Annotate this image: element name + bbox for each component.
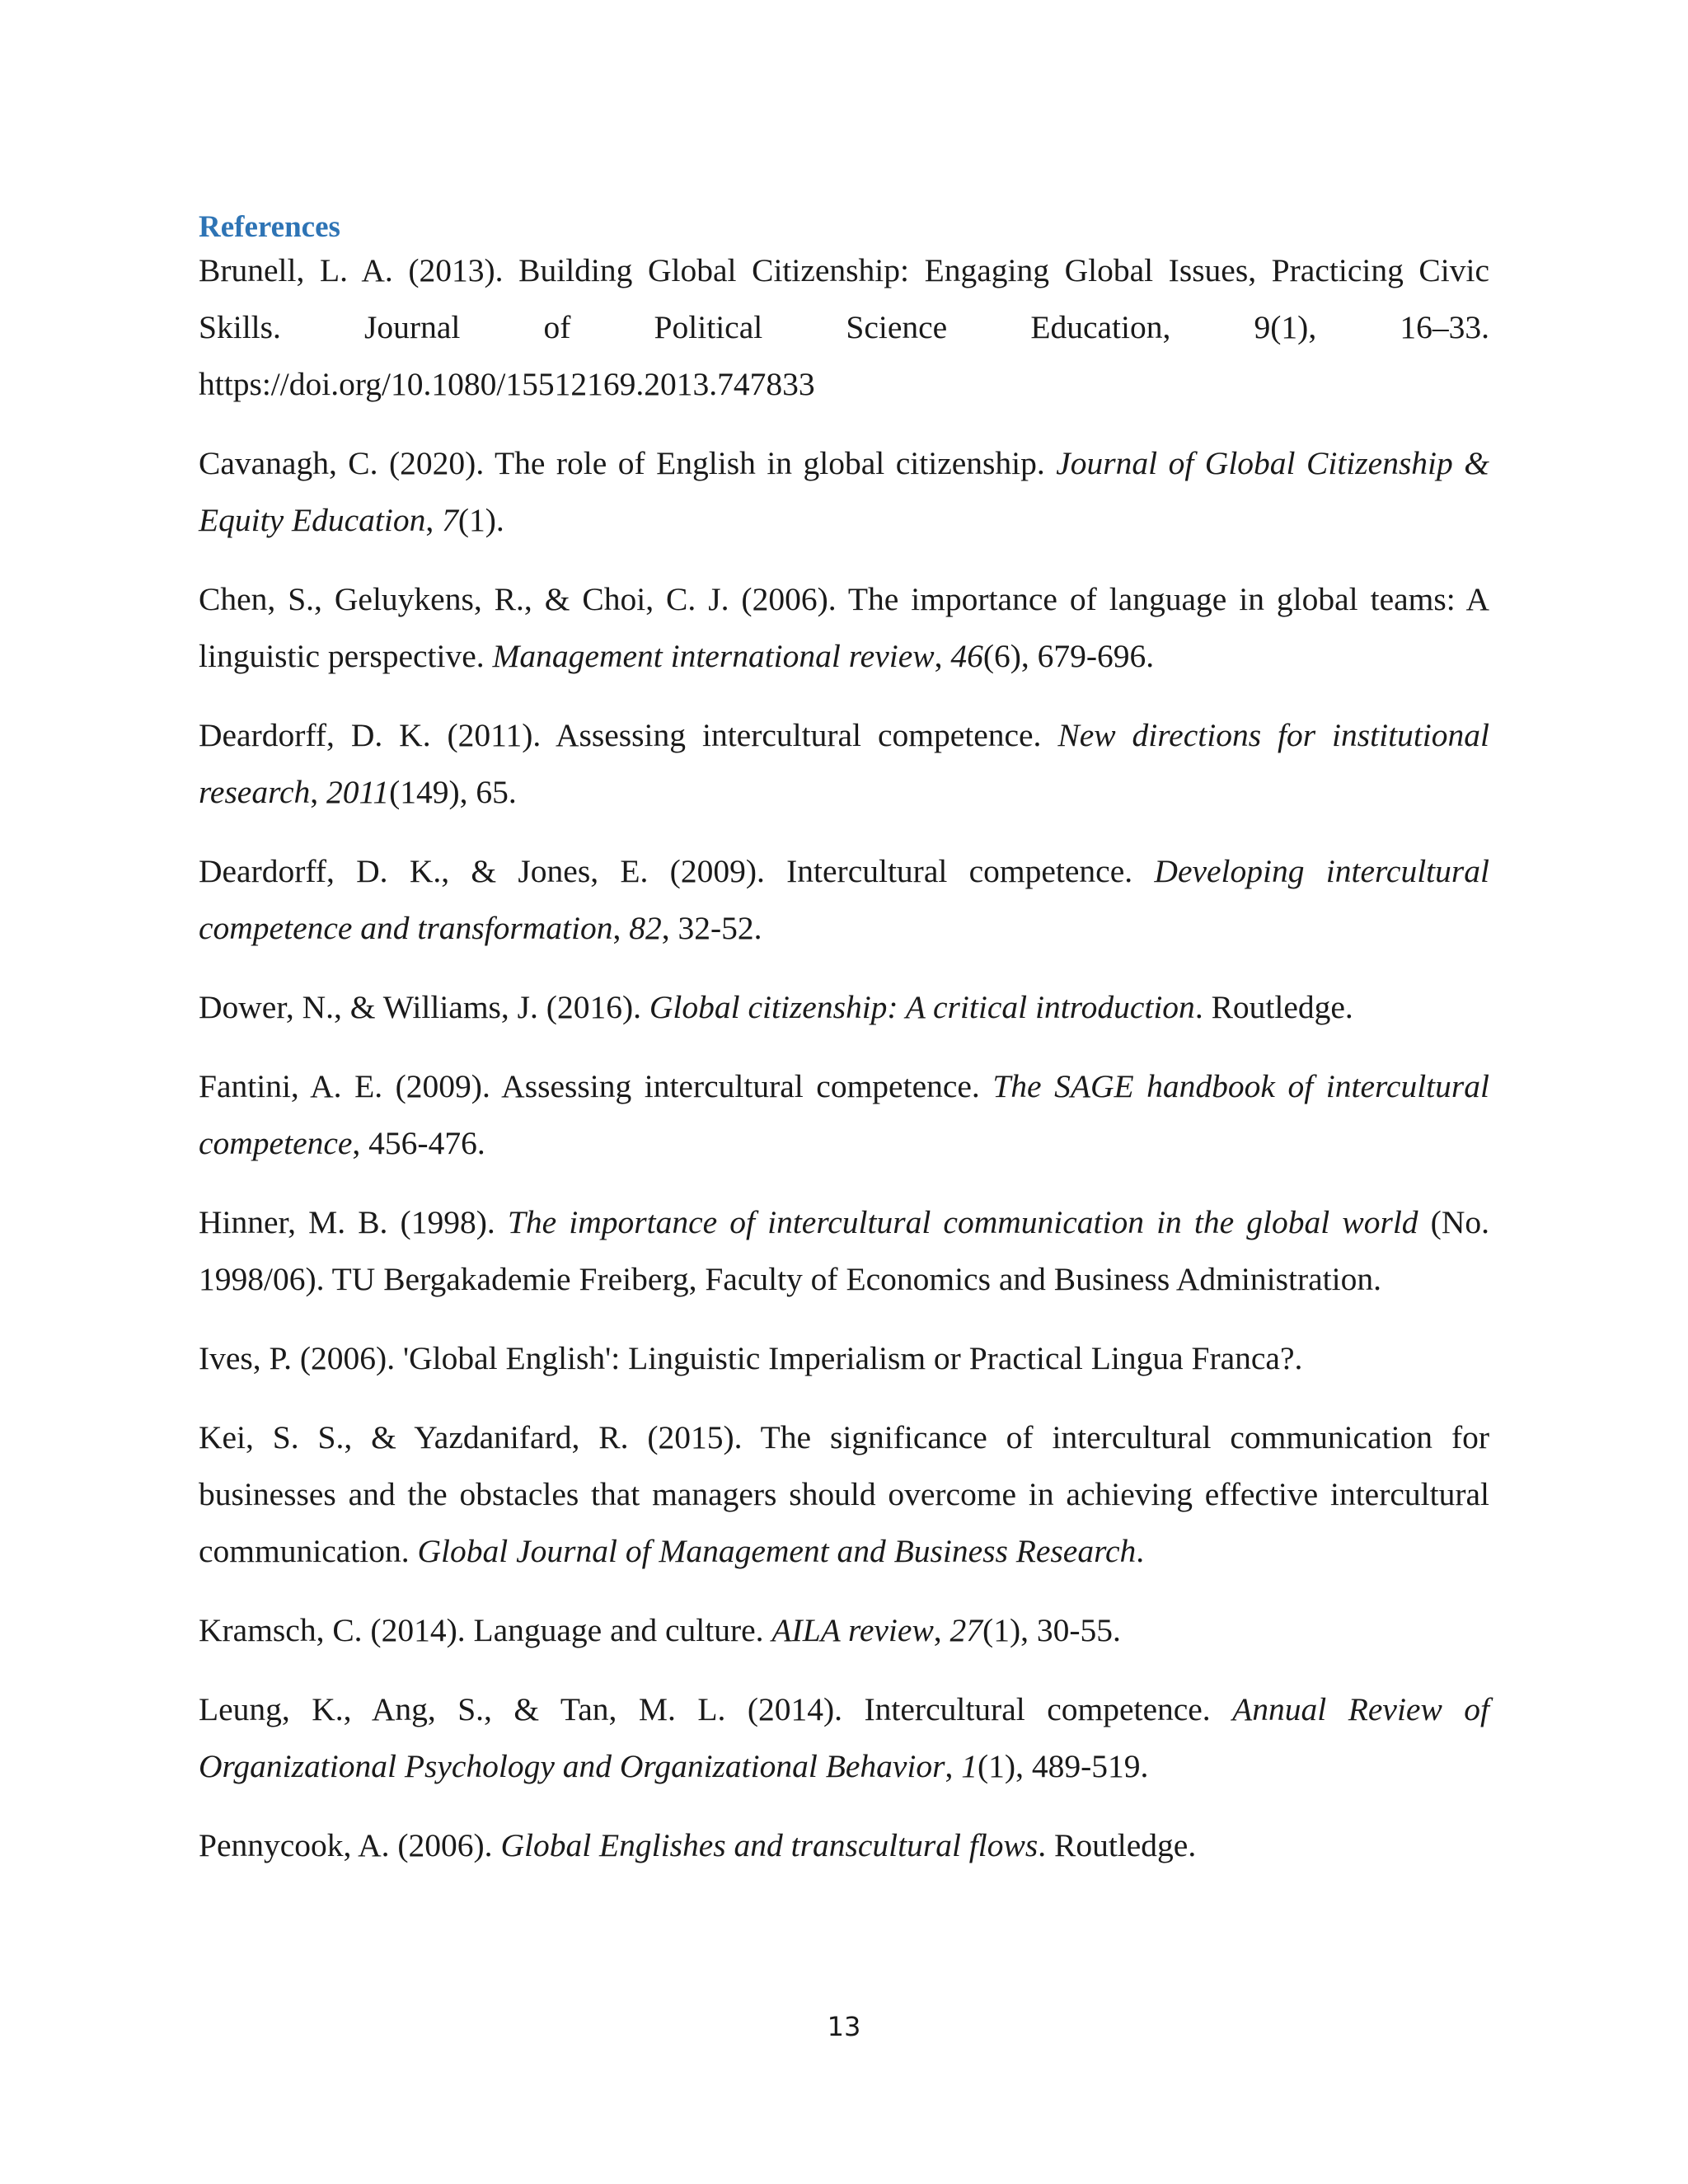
reference-entry: Leung, K., Ang, S., & Tan, M. L. (2014). Intercultural competence. Annual Review of Organizational Psychology and Organizational Behavior, 1(1), 489-519. [199, 1691, 1489, 1784]
page-number: 13 [827, 2011, 861, 2042]
reference-entry: Ives, P. (2006). 'Global English': Linguistic Imperialism or Practical Lingua Franca?. [199, 1340, 1303, 1376]
reference-entry: Deardorff, D. K. (2011). Assessing intercultural competence. New directions for institutional research, 2011(149), 65. [199, 717, 1489, 810]
reference-entry: Kei, S. S., & Yazdanifard, R. (2015). The significance of intercultural communication for businesses and the obstacles that managers should overcome in achieving effective intercultural communication. Global Journal of Management and Business Research. [199, 1419, 1489, 1569]
references-section [199, 208, 1489, 1896]
reference-entry: Hinner, M. B. (1998). The importance of intercultural communication in the global world (No. 1998/06). TU Bergakademie Freiberg, Faculty of Economics and Business Administration. [199, 1204, 1489, 1297]
reference-entry: Deardorff, D. K., & Jones, E. (2009). Intercultural competence. Developing intercultural competence and transformation, 82, 32-52. [199, 853, 1489, 946]
reference-entry: Chen, S., Geluykens, R., & Choi, C. J. (2006). The importance of language in global teams: A linguistic perspective. Management international review, 46(6), 679-696. [199, 581, 1489, 674]
reference-entry: Dower, N., & Williams, J. (2016). Global citizenship: A critical introduction. Routledge. [199, 989, 1353, 1025]
references-heading: References [199, 210, 340, 244]
reference-entry: Pennycook, A. (2006). Global Englishes and transcultural flows. Routledge. [199, 1827, 1197, 1863]
reference-entry: Fantini, A. E. (2009). Assessing intercultural competence. The SAGE handbook of intercultural competence, 456-476. [199, 1068, 1489, 1161]
reference-entry: Brunell, L. A. (2013). Building Global Citizenship: Engaging Global Issues, Practicing Civic Skills. Journal of Political Science Education, 9(1), 16–33. https://doi.org/10.1080/15512169.2013.747833 [199, 252, 1489, 402]
reference-entry: Cavanagh, C. (2020). The role of English in global citizenship. Journal of Global Citizenship & Equity Education, 7(1). [199, 445, 1489, 538]
reference-entry: Kramsch, C. (2014). Language and culture. AILA review, 27(1), 30-55. [199, 1612, 1121, 1648]
